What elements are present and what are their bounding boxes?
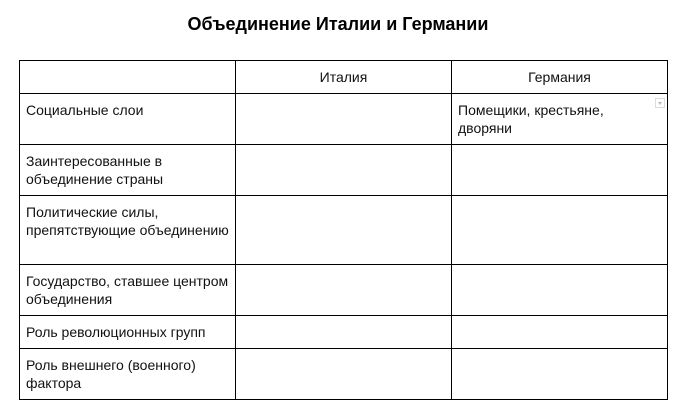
cell-germany-social-strata-text: Помещики, крестьяне, дворяни bbox=[458, 102, 604, 136]
table-row bbox=[20, 94, 668, 145]
cell-italy-opposing-forces[interactable] bbox=[236, 196, 452, 265]
cell-germany-opposing-forces[interactable] bbox=[452, 196, 668, 265]
table-row bbox=[20, 145, 668, 196]
table-header-row bbox=[20, 61, 668, 94]
dropdown-arrow-icon[interactable] bbox=[655, 98, 665, 108]
cell-italy-interested-countries[interactable] bbox=[236, 145, 452, 196]
row-label-center-state: Государство, ставшее центром объединения bbox=[20, 265, 236, 316]
cell-italy-center-state[interactable] bbox=[236, 265, 452, 316]
page-title: Объединение Италии и Германии bbox=[187, 14, 489, 34]
cell-germany-center-state[interactable] bbox=[452, 265, 668, 316]
cell-italy-external-factor[interactable] bbox=[236, 349, 452, 400]
cell-germany-revolutionary-groups[interactable] bbox=[452, 316, 668, 349]
cell-italy-revolutionary-groups[interactable] bbox=[236, 316, 452, 349]
header-cell-germany: Германия bbox=[452, 61, 668, 94]
header-cell-empty bbox=[20, 61, 236, 94]
row-label-interested-countries: Заинтересованные в объединение страны bbox=[20, 145, 236, 196]
table-row bbox=[20, 316, 668, 349]
cell-italy-social-strata[interactable] bbox=[236, 94, 452, 145]
cell-germany-external-factor[interactable] bbox=[452, 349, 668, 400]
table-row bbox=[20, 349, 668, 400]
cell-germany-interested-countries[interactable] bbox=[452, 145, 668, 196]
header-cell-italy: Италия bbox=[236, 61, 452, 94]
cell-germany-social-strata[interactable] bbox=[452, 94, 668, 145]
row-label-opposing-forces: Политические силы, препятствующие объединению bbox=[20, 196, 236, 265]
row-label-social-strata: Социальные слои bbox=[20, 94, 236, 145]
row-label-external-factor: Роль внешнего (военного) фактора bbox=[20, 349, 236, 400]
row-label-revolutionary-groups: Роль революционных групп bbox=[20, 316, 236, 349]
comparison-table bbox=[19, 60, 668, 400]
table-row bbox=[20, 196, 668, 265]
table-row bbox=[20, 265, 668, 316]
